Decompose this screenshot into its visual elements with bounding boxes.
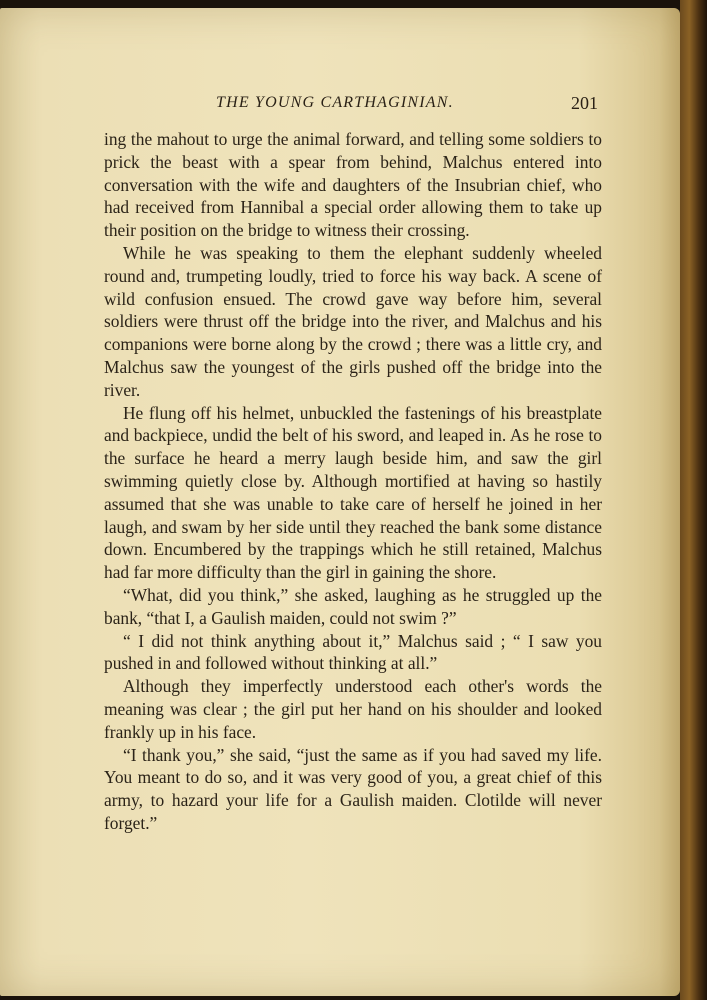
paragraph-2: While he was speaking to them the elephant suddenly wheeled round and, trumpeting loudly, tried to force his way back. A scene of wild confusion ensued. The crowd gave way before him, several soldiers were thrust off the bridge into the river, and Malchus and his companions were borne along by the crowd ; there was a little cry, and Malchus saw the youngest of the girls pushed off the bridge into the river. (104, 242, 602, 400)
book-page (0, 8, 680, 996)
running-header (104, 94, 600, 118)
paragraph-4: “What, did you think,” she asked, laughing as he struggled up the bank, “that I, a Gaulish maiden, could not swim ?” (104, 584, 602, 628)
paragraph-7: “I thank you,” she said, “just the same as if you had saved my life. You meant to do so, and it was very good of you, a great chief of this army, to hazard your life for a Gaulish maiden. Clotilde will never forget.” (104, 744, 602, 833)
page-body (104, 128, 602, 835)
page-number: 201 (571, 93, 598, 113)
book-spine-edge (680, 0, 707, 1000)
paragraph-6: Although they imperfectly understood each other's words the meaning was clear ; the girl put her hand on his shoulder and looked frankly up in his face. (104, 676, 602, 742)
running-title: THE YOUNG CARTHAGINIAN. (216, 94, 454, 111)
paragraph-5: “ I did not think anything about it,” Malchus said ; “ I saw you pushed in and followed without thinking at all.” (104, 630, 602, 674)
paragraph-1: ing the mahout to urge the animal forward, and telling some soldiers to prick the beast with a spear from behind, Malchus entered into conversation with the wife and daughters of the Insubrian chief, who had received from Hannibal a special order allowing them to take up their position on the bridge to witness their crossing. (104, 129, 602, 241)
paragraph-3: He flung off his helmet, unbuckled the fastenings of his breastplate and backpiece, undid the belt of his sword, and leaped in. As he rose to the surface he heard a merry laugh beside him, and saw the girl swimming quietly close by. Although mortified at having so hastily assumed that she was unable to take care of herself he joined in her laugh, and swam by her side until they reached the bank some distance down. Encumbered by the trappings which he still retained, Malchus had far more difficulty than the girl in gaining the shore. (104, 402, 602, 583)
